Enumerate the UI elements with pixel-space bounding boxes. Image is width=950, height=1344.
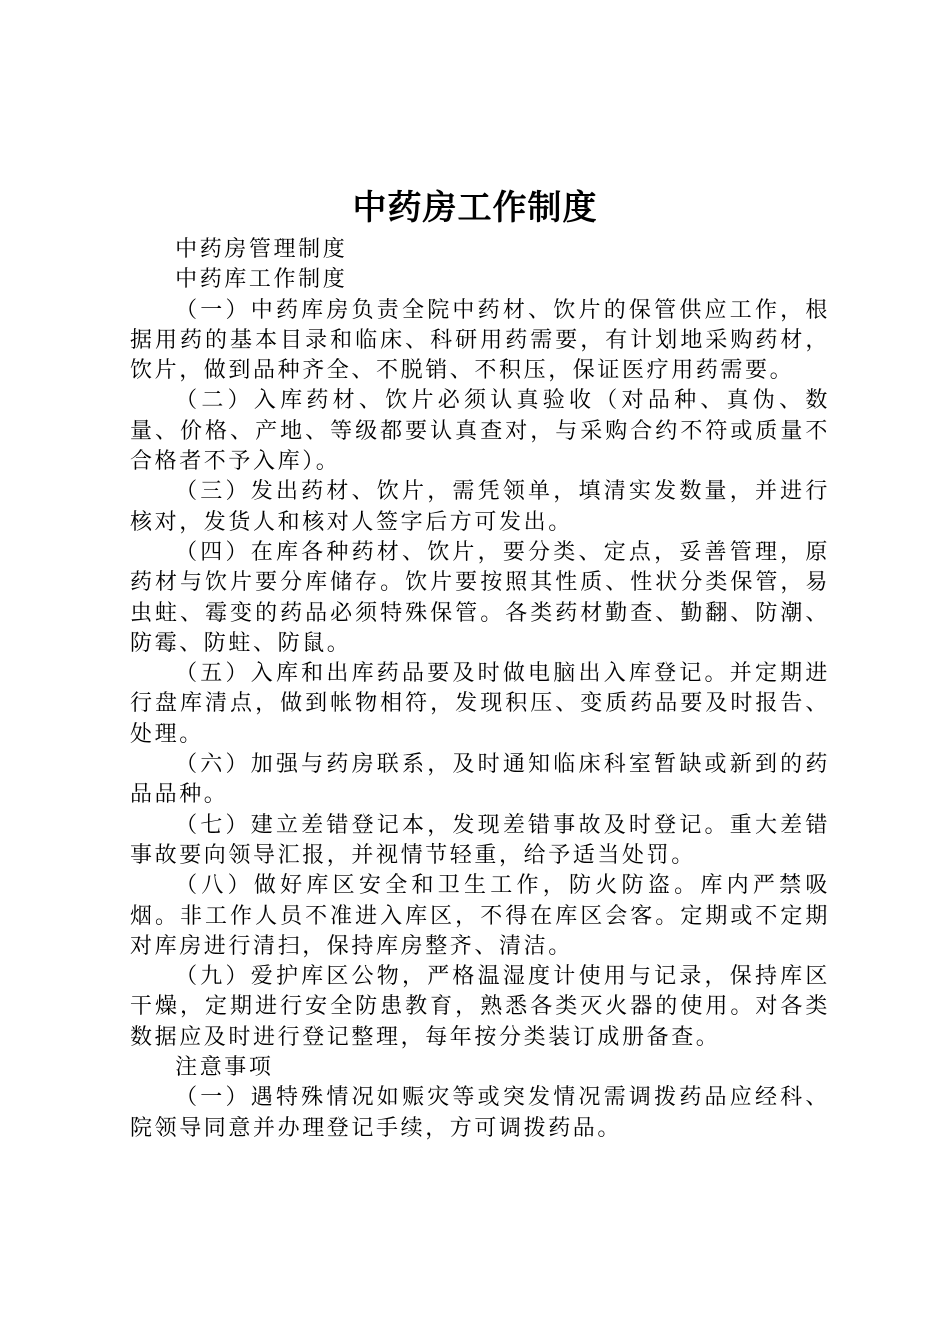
rule-item-5: （五）入库和出库药品要及时做电脑出入库登记。并定期进行盘库清点，做到帐物相符，发现积压、变质药品要及时报告、处理。 (130, 661, 830, 747)
rule-item-8: （八）做好库区安全和卫生工作，防火防盗。库内严禁吸烟。非工作人员不准进入库区，不得在库区会客。定期或不定期对库房进行清扫，保持库房整齐、清洁。 (130, 873, 830, 959)
rule-item-2: （二）入库药材、饮片必须认真验收（对品种、真伪、数量、价格、产地、等级都要认真查对，与采购合约不符或质量不合格者不予入库）。 (130, 388, 830, 475)
rule-item-7: （七）建立差错登记本，发现差错事故及时登记。重大差错事故要向领导汇报，并视情节轻重，给予适当处罚。 (130, 812, 830, 868)
note-item-1: （一）遇特殊情况如赈灾等或突发情况需调拨药品应经科、院领导同意并办理登记手续，方可调拨药品。 (130, 1085, 830, 1141)
rule-item-3: （三）发出药材、饮片，需凭领单，填清实发数量，并进行核对，发货人和核对人签字后方可发出。 (130, 479, 830, 535)
rule-item-1: （一）中药库房负责全院中药材、饮片的保管供应工作，根据用药的基本目录和临床、科研用药需要，有计划地采购药材，饮片，做到品种齐全、不脱销、不积压，保证医疗用药需要。 (130, 297, 830, 384)
section-heading-management: 中药房管理制度 (175, 237, 348, 262)
rule-item-9: （九）爱护库区公物，严格温湿度计使用与记录，保持库区干燥，定期进行安全防患教育，熟悉各类灭火器的使用。对各类数据应及时进行登记整理，每年按分类装订成册备查。 (130, 964, 830, 1050)
document-title: 中药房工作制度 (352, 188, 598, 228)
section-heading-warehouse: 中药库工作制度 (175, 267, 348, 293)
rule-item-4: （四）在库各种药材、饮片，要分类、定点，妥善管理，原药材与饮片要分库储存。饮片要按照其性质、性状分类保管，易虫蛀、霉变的药品必须特殊保管。各类药材勤查、勤翻、防潮、防霉、防蛀、防鼠。 (130, 539, 830, 656)
section-heading-notes: 注意事项 (175, 1055, 274, 1081)
rule-item-6: （六）加强与药房联系，及时通知临床科室暂缺或新到的药品品种。 (130, 752, 830, 808)
document-body (130, 235, 830, 1144)
